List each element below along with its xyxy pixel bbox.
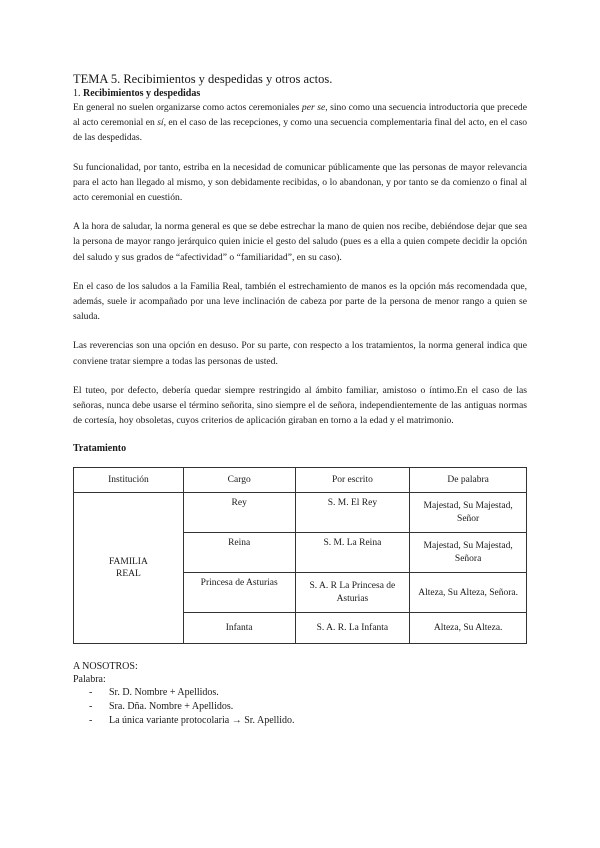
paragraph-intro-part-e: , en el caso de las recepciones, y como una secuencia complementaria final del acto, en el caso de las despedidas.	[73, 117, 527, 144]
section-title: Recibimientos y despedidas	[83, 88, 201, 99]
escrito-cell: S. A. R. La Infanta	[295, 613, 410, 644]
cargo-cell: Princesa de Asturias	[183, 573, 295, 613]
paragraph-saludar: A la hora de saludar, la norma general es que se debe estrechar la mano de quien nos recibe, debiéndose dejar que sea la persona de mayor rango jerárquico quien inicie el gesto del saludo (pues es a ella a quien compete decidir la opción del saludo y sus grados de “afectividad” o “familiaridad”, en su caso).	[73, 221, 527, 263]
list-item	[89, 700, 527, 714]
palabra-cell: Majestad, Su Majestad, Señora	[410, 533, 527, 573]
paragraph-funcionalidad: Su funcionalidad, por tanto, estriba en la necesidad de comunicar públicamente que las personas de mayor relevancia para el acto han llegado al mismo, y son debidamente recibidas, o lo abandonan, y por tanto se da comienzo o final al acto ceremonial en cuestión.	[73, 161, 527, 204]
palabra-cell: Alteza, Su Alteza.	[410, 613, 527, 644]
escrito-cell: S. M. La Reina	[295, 533, 410, 573]
document-body	[73, 72, 527, 728]
paragraph-intro	[73, 100, 527, 146]
paragraph-reverencias: Las reverencias son una opción en desuso. Por su parte, con respecto a los tratamientos, la norma general indica que conviene tratar siempre a todas las personas de usted.	[73, 340, 527, 367]
nosotros-list	[73, 686, 527, 728]
cargo-cell: Reina	[183, 533, 295, 573]
palabra-cell: Majestad, Su Majestad, Señor	[410, 493, 527, 533]
nosotros-label: Palabra:	[73, 674, 106, 686]
cargo-cell: Infanta	[183, 613, 295, 644]
header-institucion: Institución	[74, 468, 184, 493]
escrito-cell: S. M. El Rey	[295, 493, 410, 533]
institution-name: FAMILIA REAL	[108, 556, 148, 580]
nosotros-section	[73, 660, 527, 728]
dash-bullet: -	[89, 687, 93, 699]
tratamiento-table	[73, 467, 527, 644]
institution-cell	[74, 493, 184, 644]
paragraph-familia-real: En el caso de los saludos a la Familia Real, también el estrechamiento de manos es la opción más recomendada que, además, suele ir acompañado por una leve inclinación de cabeza por parte de la persona de menor rango a quien se saluda.	[73, 280, 527, 323]
paragraph-tuteo: El tuteo, por defecto, debería quedar siempre restringido al ámbito familiar, amistoso o íntimo.En el caso de las señoras, nunca debe usarse el término señorita, sino siempre el de señora, independientemente de las antiguas normas de cortesía, hoy obsoletas, cuyos criterios de aplicación giraban en torno a la edad y el matrimonio.	[73, 384, 527, 427]
header-de-palabra: De palabra	[410, 468, 527, 493]
list-item-text: Sr. D. Nombre + Apellidos.	[109, 687, 219, 699]
list-item	[89, 714, 527, 728]
escrito-cell: S. A. R La Princesa de Asturias	[295, 573, 410, 613]
section-heading	[73, 87, 527, 100]
dash-bullet: -	[89, 701, 93, 713]
paragraph-intro-part-a: En general no suelen organizarse como actos ceremoniales	[73, 102, 302, 113]
header-cargo: Cargo	[183, 468, 295, 493]
list-item	[89, 686, 527, 700]
header-por-escrito: Por escrito	[295, 468, 410, 493]
table-row	[74, 493, 527, 533]
nosotros-heading: A NOSOTROS:	[73, 661, 138, 673]
list-item-text: Sra. Dña. Nombre + Apellidos.	[109, 701, 234, 713]
document-title: TEMA 5. Recibimientos y despedidas y otros actos.	[73, 72, 333, 86]
paragraph-intro-italic-si: sí	[157, 117, 164, 129]
list-item-text: La única variante protocolaria → Sr. Apellido.	[109, 715, 295, 727]
section-number: 1.	[73, 88, 81, 99]
paragraph-intro-italic-per-se: per se	[301, 102, 326, 113]
cargo-cell: Rey	[183, 493, 295, 533]
table-header-row	[74, 468, 527, 493]
paragraph-intro-part-c: , sino como una secuencia introductoria que precede al acto ceremonial en	[73, 102, 527, 129]
palabra-cell: Alteza, Su Alteza, Señora.	[410, 573, 527, 613]
subheading-tratamiento: Tratamiento	[73, 443, 127, 455]
dash-bullet: -	[89, 715, 93, 727]
